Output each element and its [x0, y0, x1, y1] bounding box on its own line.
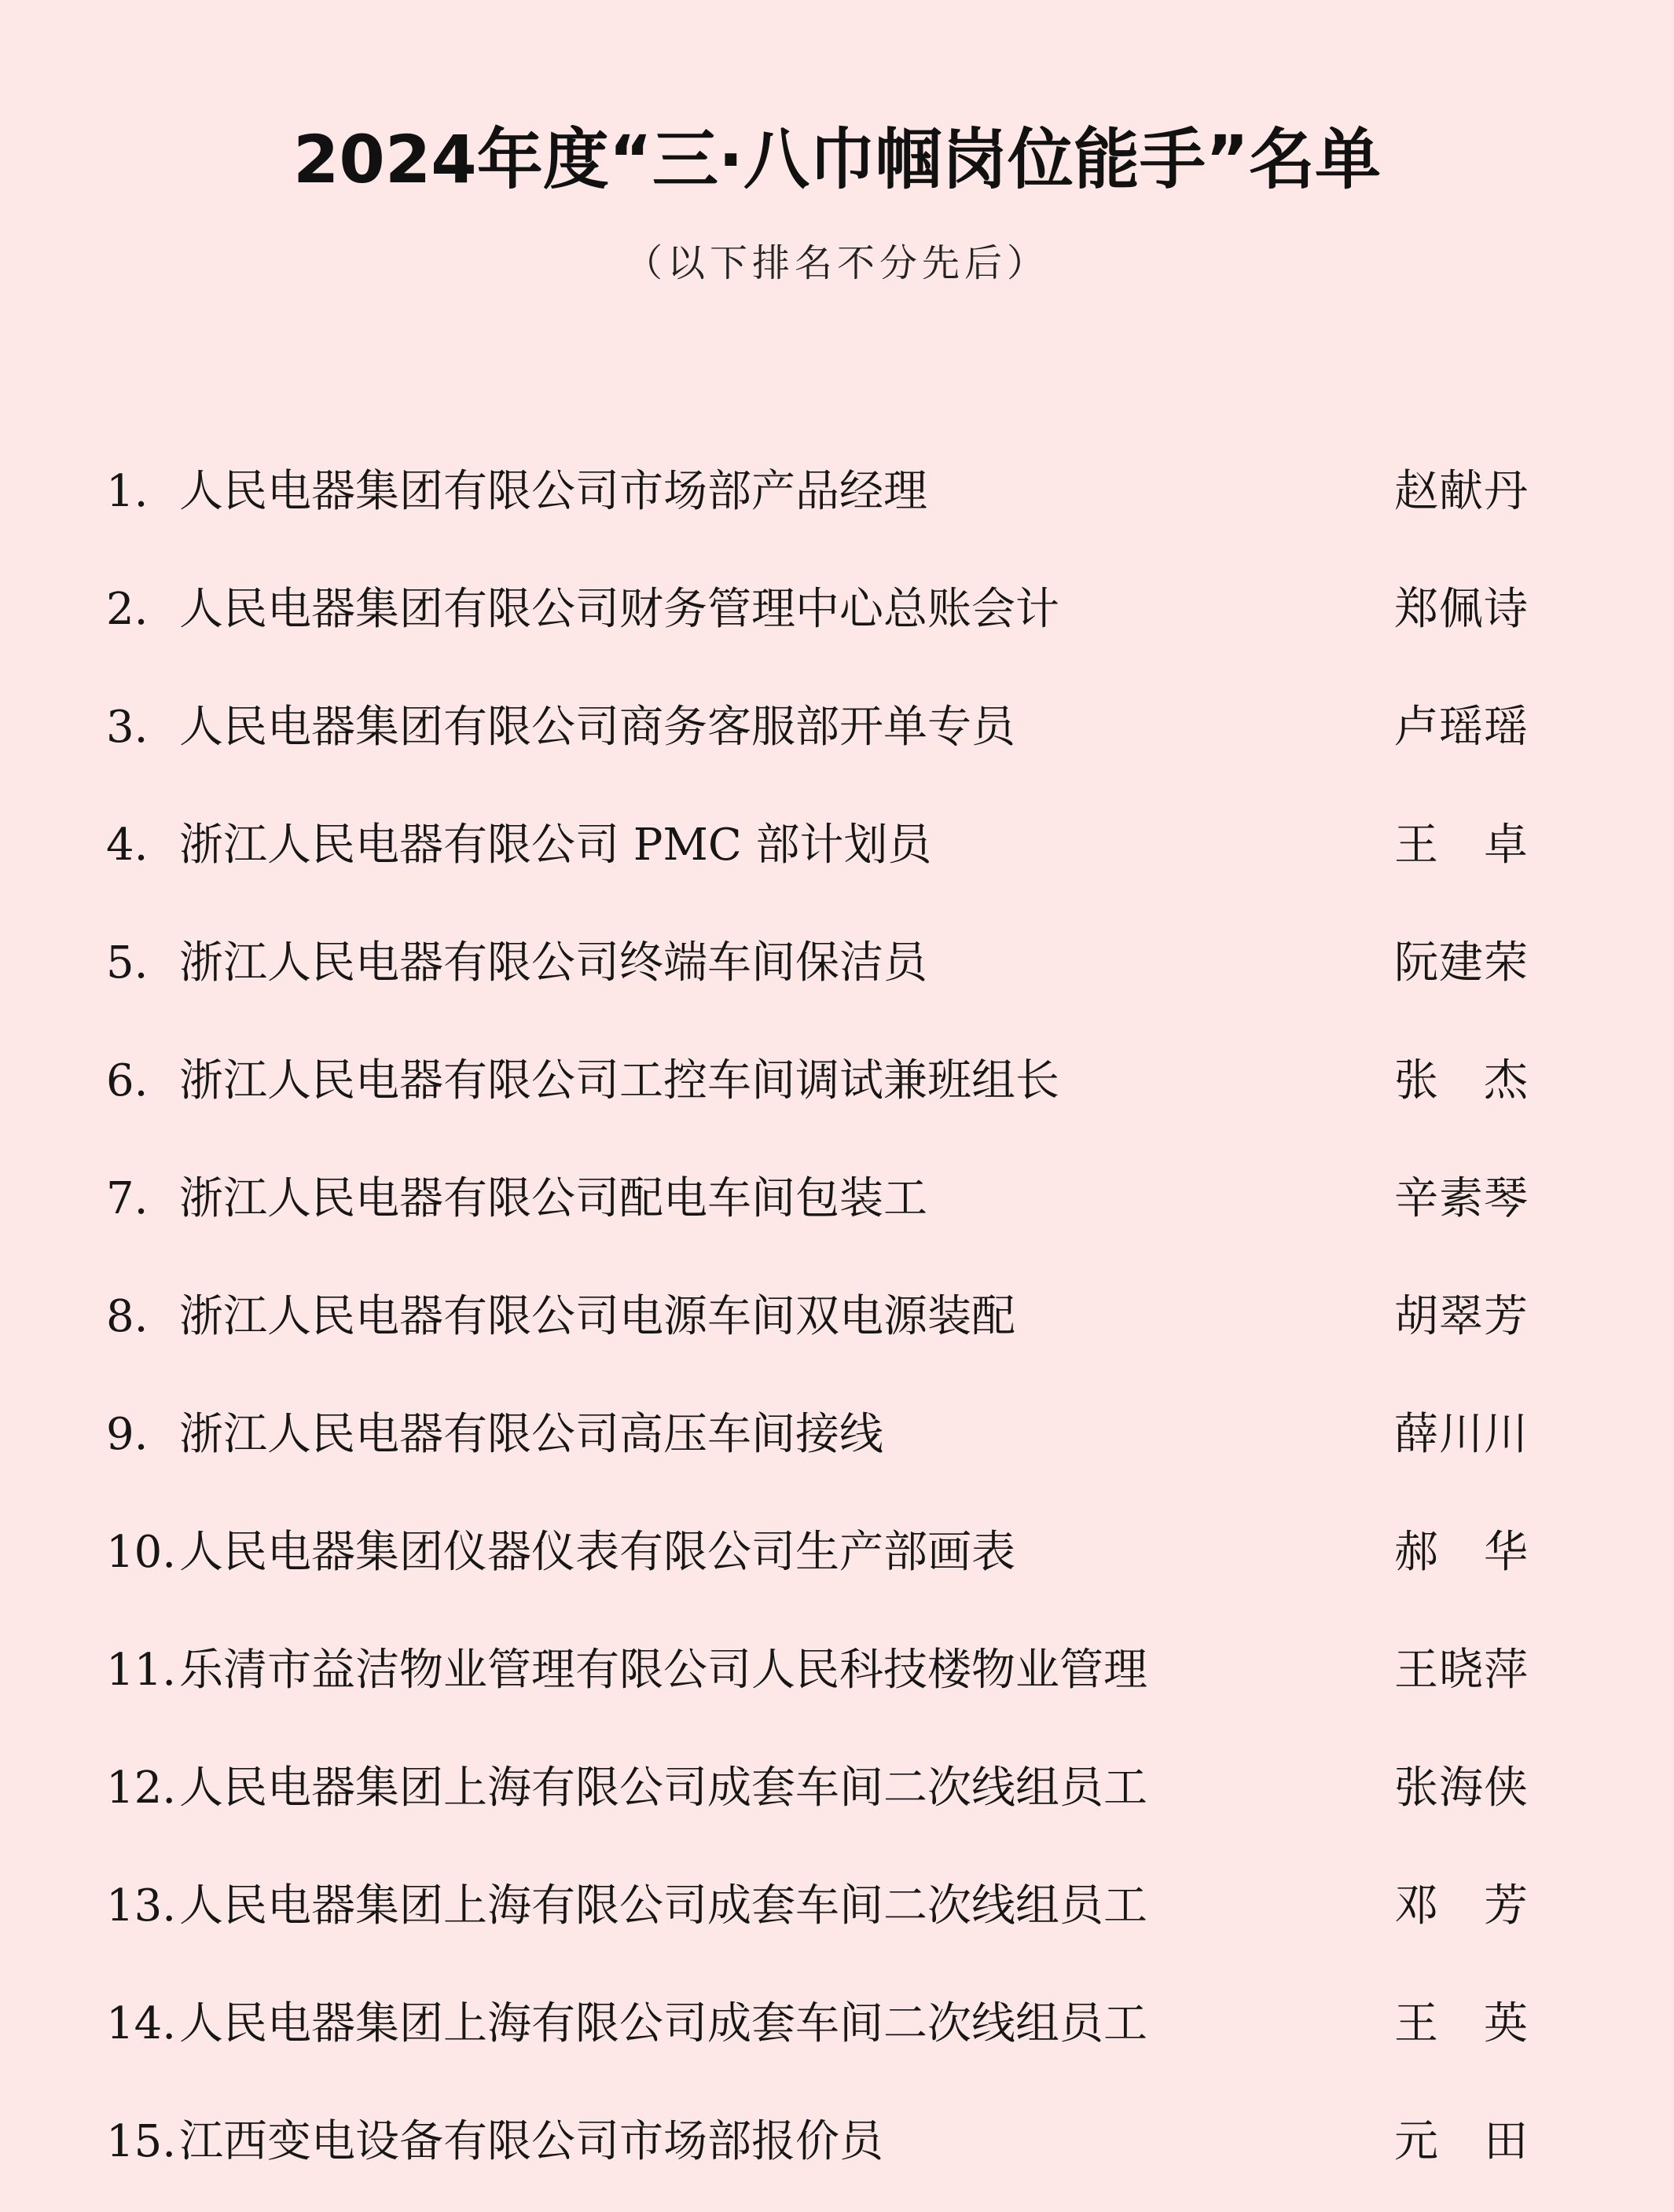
item-position: 人民电器集团上海有限公司成套车间二次线组员工	[179, 1880, 1147, 1931]
item-number: 2.	[106, 584, 149, 635]
item-person-name: 卢瑶瑶	[1394, 702, 1528, 753]
item-position: 江西变电设备有限公司市场部报价员	[179, 2116, 883, 2167]
page-title: 2024年度“三·八巾帼岗位能手”名单	[292, 121, 1382, 198]
list-item	[0, 570, 1674, 649]
list-item	[0, 453, 1674, 531]
item-person-name: 王 英	[1394, 1998, 1528, 2049]
item-number: 11.	[106, 1645, 177, 1696]
item-person-name: 薛川川	[1394, 1409, 1528, 1460]
item-position: 人民电器集团仪器仪表有限公司生产部画表	[179, 1527, 1015, 1578]
list-item	[0, 1867, 1674, 1946]
list-item	[0, 806, 1674, 885]
item-person-name: 郑佩诗	[1394, 584, 1528, 635]
list-item	[0, 1278, 1674, 1356]
list-item	[0, 1160, 1674, 1238]
item-number: 9.	[106, 1409, 149, 1460]
item-number: 10.	[106, 1527, 177, 1578]
page-subtitle: （以下排名不分先后）	[624, 241, 1049, 285]
item-person-name: 邓 芳	[1394, 1880, 1528, 1931]
item-number: 3.	[106, 702, 149, 753]
item-position: 浙江人民电器有限公司工控车间调试兼班组长	[179, 1055, 1059, 1106]
item-position: 人民电器集团上海有限公司成套车间二次线组员工	[179, 1998, 1147, 2049]
item-person-name: 郝 华	[1394, 1527, 1528, 1578]
item-position: 乐清市益洁物业管理有限公司人民科技楼物业管理	[179, 1645, 1147, 1696]
item-person-name: 阮建荣	[1394, 937, 1528, 989]
item-position: 人民电器集团上海有限公司成套车间二次线组员工	[179, 1763, 1147, 1814]
item-number: 5.	[106, 937, 149, 989]
item-position: 浙江人民电器有限公司 PMC 部计划员	[179, 820, 932, 871]
item-number: 7.	[106, 1173, 149, 1224]
item-position: 浙江人民电器有限公司终端车间保洁员	[179, 937, 927, 989]
item-position: 人民电器集团有限公司商务客服部开单专员	[179, 702, 1015, 753]
item-number: 1.	[106, 466, 149, 517]
item-person-name: 辛素琴	[1394, 1173, 1528, 1224]
list-item	[0, 1042, 1674, 1121]
list-item	[0, 924, 1674, 1003]
item-number: 12.	[106, 1763, 177, 1814]
item-number: 13.	[106, 1880, 177, 1931]
item-position: 浙江人民电器有限公司配电车间包装工	[179, 1173, 927, 1224]
item-person-name: 胡翠芳	[1394, 1291, 1528, 1342]
list-item	[0, 1631, 1674, 1710]
item-person-name: 张 杰	[1394, 1055, 1528, 1106]
list-item	[0, 1396, 1674, 1474]
item-position: 人民电器集团有限公司财务管理中心总账会计	[179, 584, 1059, 635]
item-person-name: 王 卓	[1394, 820, 1528, 871]
item-number: 8.	[106, 1291, 149, 1342]
list-item	[0, 688, 1674, 767]
item-number: 4.	[106, 820, 149, 871]
list-item	[0, 2103, 1674, 2181]
list-item	[0, 1749, 1674, 1828]
item-person-name: 王晓萍	[1394, 1645, 1528, 1696]
list-item	[0, 1513, 1674, 1592]
item-number: 14.	[106, 1998, 177, 2049]
item-number: 15.	[106, 2116, 177, 2167]
item-person-name: 赵献丹	[1394, 466, 1528, 517]
item-position: 浙江人民电器有限公司电源车间双电源装配	[179, 1291, 1015, 1342]
item-person-name: 元 田	[1394, 2116, 1528, 2167]
item-position: 人民电器集团有限公司市场部产品经理	[179, 466, 927, 517]
list-item	[0, 1985, 1674, 2063]
item-person-name: 张海侠	[1394, 1763, 1528, 1814]
item-position: 浙江人民电器有限公司高压车间接线	[179, 1409, 883, 1460]
item-number: 6.	[106, 1055, 149, 1106]
